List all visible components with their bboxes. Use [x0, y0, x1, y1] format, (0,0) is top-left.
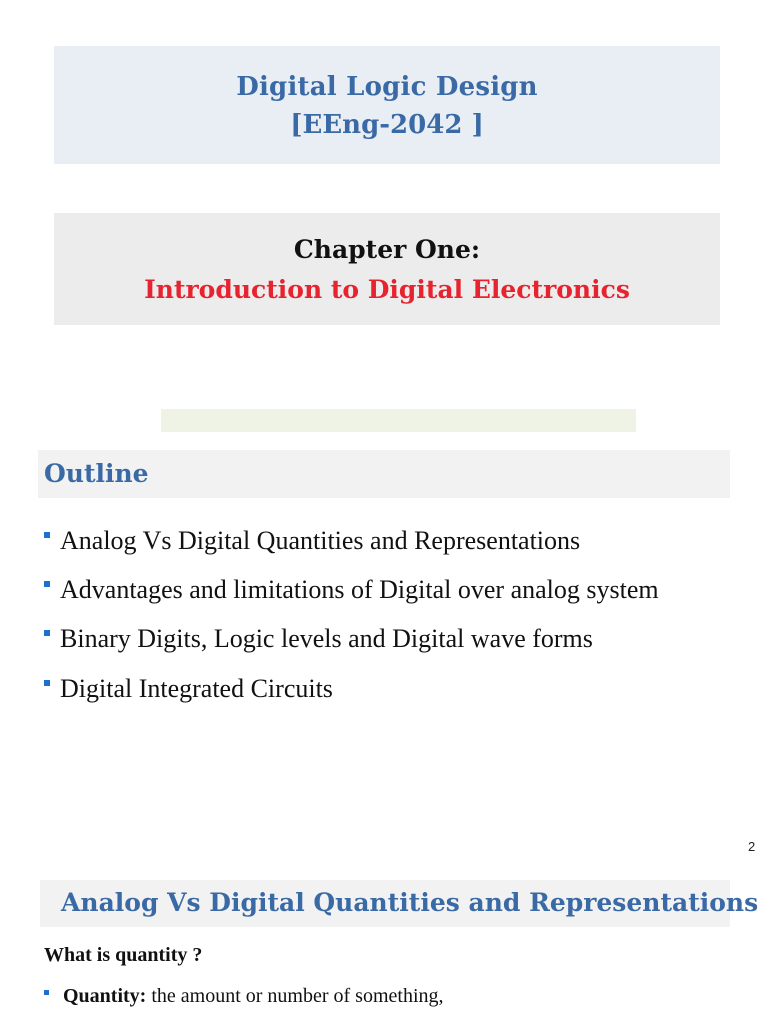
chapter-label: Chapter One:: [293, 235, 481, 264]
outline-item: [44, 624, 593, 654]
outline-item: [44, 575, 659, 605]
outline-item-text: Digital Integrated Circuits: [60, 674, 333, 703]
course-code: [EEng-2042 ]: [290, 110, 484, 140]
section-heading: Analog Vs Digital Quantities and Representations: [61, 888, 759, 917]
chapter-title: Introduction to Digital Electronics: [144, 275, 630, 304]
outline-header: [38, 450, 730, 498]
square-bullet-icon: [44, 990, 49, 995]
outline-item: [44, 674, 333, 704]
definition-term: Quantity:: [63, 985, 147, 1007]
square-bullet-icon: [44, 680, 50, 686]
section-header: [40, 880, 759, 927]
outline-item-text: Advantages and limitations of Digital over analog system: [60, 575, 659, 604]
outline-heading: Outline: [44, 459, 149, 488]
square-bullet-icon: [44, 532, 50, 538]
definition-text: the amount or number of something,: [146, 985, 444, 1007]
chapter-box: [54, 213, 720, 325]
outline-item-text: Analog Vs Digital Quantities and Representations: [60, 526, 581, 555]
page-number: 2: [748, 839, 756, 854]
outline-item: [44, 526, 580, 556]
course-title: Digital Logic Design: [236, 72, 538, 102]
outline-item-text: Binary Digits, Logic levels and Digital wave forms: [60, 624, 593, 653]
square-bullet-icon: [44, 581, 50, 587]
definition-item: [44, 985, 444, 1008]
question-text: What is quantity ?: [44, 944, 203, 966]
decorative-strip: [161, 409, 636, 432]
square-bullet-icon: [44, 630, 50, 636]
course-title-box: [54, 46, 720, 164]
